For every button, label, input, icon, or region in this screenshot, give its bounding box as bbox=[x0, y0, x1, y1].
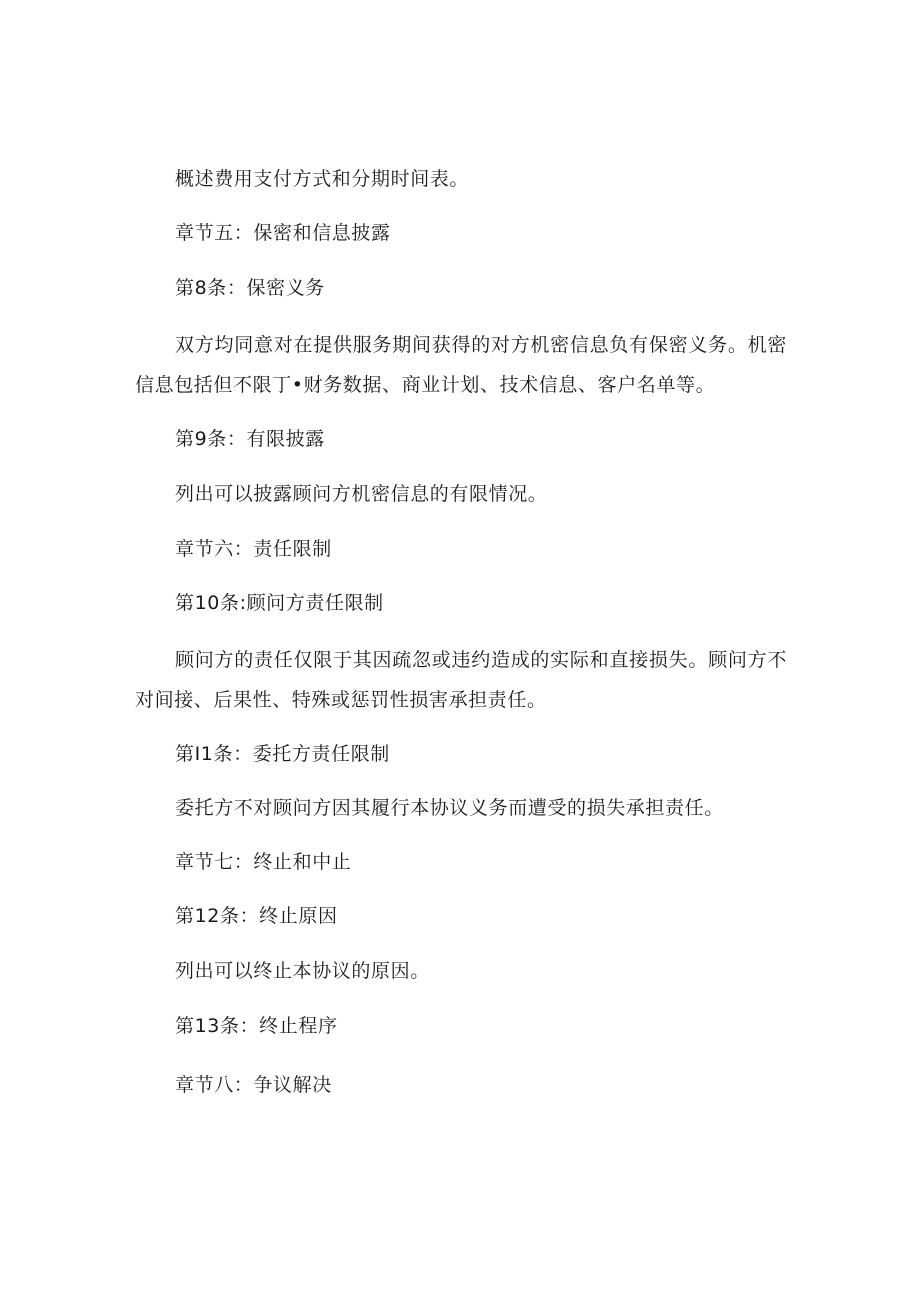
article-11-text: 委托方不对顾问方因其履行本协议义务而遭受的损失承担责任。 bbox=[175, 797, 724, 819]
section-6-heading: 章节六：责任限制 bbox=[175, 538, 332, 560]
article-12-heading: 第12条：终止原因 bbox=[175, 905, 338, 927]
article-11-heading: 第I1条：委托方责任限制 bbox=[175, 743, 390, 765]
section-8-heading: 章节八：争议解决 bbox=[175, 1074, 332, 1096]
article-8-paragraph: 双方均同意对在提供服务期间获得的对方机密信息负有保密义务。机密信息包括但不限丁•财务数据、商业计划、技术信息、客户名单等。 bbox=[135, 334, 787, 396]
section-5-heading: 章节五：保密和信息披露 bbox=[175, 222, 391, 244]
fee-payment-text: 概述费用支付方式和分期时间表。 bbox=[175, 168, 470, 190]
article-9-text: 列出可以披露顾问方机密信息的有限情况。 bbox=[175, 483, 548, 505]
section-7-heading: 章节七：终止和中止 bbox=[175, 851, 352, 873]
article-10-heading: 第10条:顾问方责任限制 bbox=[175, 592, 384, 614]
article-10-paragraph: 顾问方的责任仅限于其因疏忽或违约造成的实际和直接损失。顾问方不对间接、后果性、特殊或惩罚性损害承担责任。 bbox=[135, 649, 787, 711]
article-8-heading: 第8条：保密义务 bbox=[175, 277, 325, 299]
article-12-text: 列出可以终止本协议的原因。 bbox=[175, 960, 430, 982]
article-9-heading: 第9条：有限披露 bbox=[175, 428, 325, 450]
article-13-heading: 第13条：终止程序 bbox=[175, 1015, 338, 1037]
